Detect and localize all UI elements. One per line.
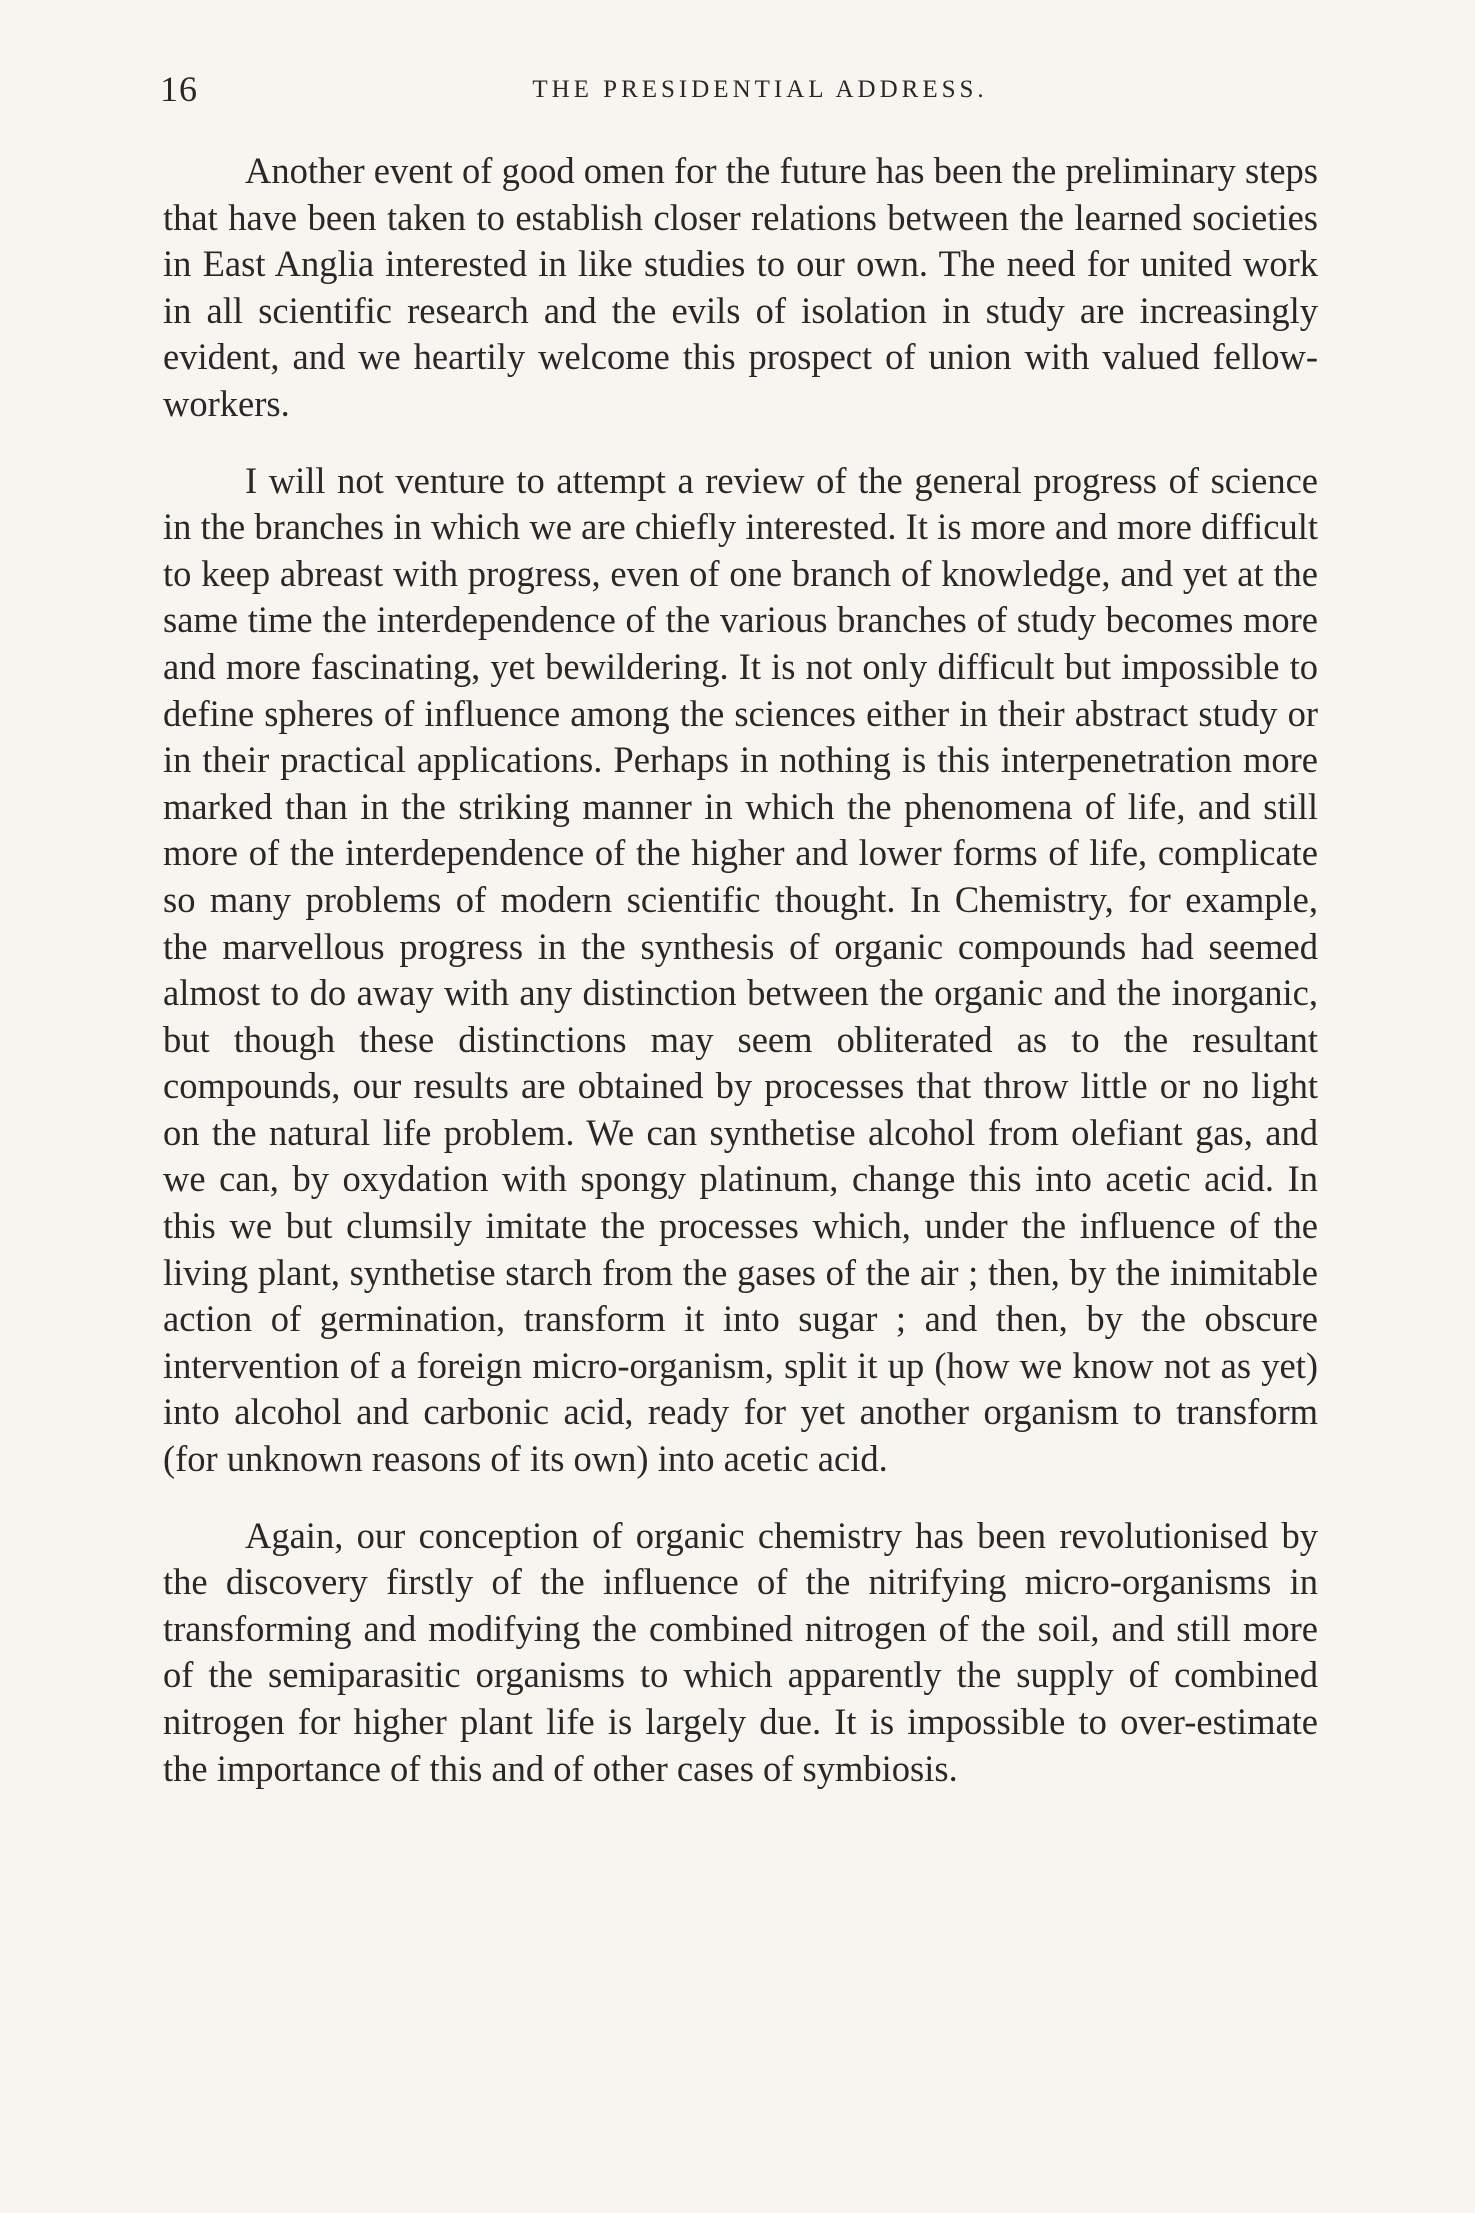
- running-head: [160, 68, 1320, 118]
- body-text: [163, 148, 1318, 1792]
- running-title: THE PRESIDENTIAL ADDRESS.: [532, 76, 988, 103]
- paragraph: Again, our conception of organic chemistry has been revolutionised by the discovery firstly of the influence of the nitrifying micro-organisms in transforming and modifying the combined nitrogen of the soil, and still more of the semiparasitic organisms to which apparently the supply of combined nitrogen for higher plant life is largely due. It is impossible to over-estimate the importance of this and of other cases of symbiosis.: [163, 1514, 1318, 1789]
- paragraph: Another event of good omen for the future has been the preliminary steps that have been taken to establish closer relations between the learned societies in East Anglia interested in like studies to our own. The need for united work in all scientific research and the evils of isolation in study are increasingly evident, and we heartily welcome this prospect of union with valued fellow-workers.: [163, 150, 1318, 424]
- page-number: 16: [160, 69, 198, 109]
- paragraph: I will not venture to attempt a review of the general progress of science in the branches in which we are chiefly interested. It is more and more difficult to keep abreast with progress, even of one branch of knowledge, and yet at the same time the interdependence of the various branches of study becomes more and more fascinating, yet bewildering. It is not only difficult but impossible to define spheres of influence among the sciences either in their abstract study or in their practical applications. Perhaps in nothing is this interpenetration more marked than in the striking manner in which the phenomena of life, and still more of the interdependence of the higher and lower forms of life, complicate so many problems of modern scientific thought. In Chemistry, for example, the marvellous progress in the synthesis of organic compounds had seemed almost to do away with any distinction between the organic and the inorganic, but though these distinctions may seem obliterated as to the resultant compounds, our results are obtained by processes that throw little or no light on the natural life problem. We can synthetise alcohol from olefiant gas, and we can, by oxydation with spongy platinum, change this into acetic acid. In this we but clumsily imitate the processes which, under the influence of the living plant, synthetise starch from the gases of the air ; then, by the inimitable action of germination, transform it into sugar ; and then, by the obscure intervention of a foreign micro-organism, split it up (how we know not as yet) into alcohol and carbonic acid, ready for yet another organism to transform (for unknown reasons of its own) into acetic acid.: [163, 459, 1318, 1480]
